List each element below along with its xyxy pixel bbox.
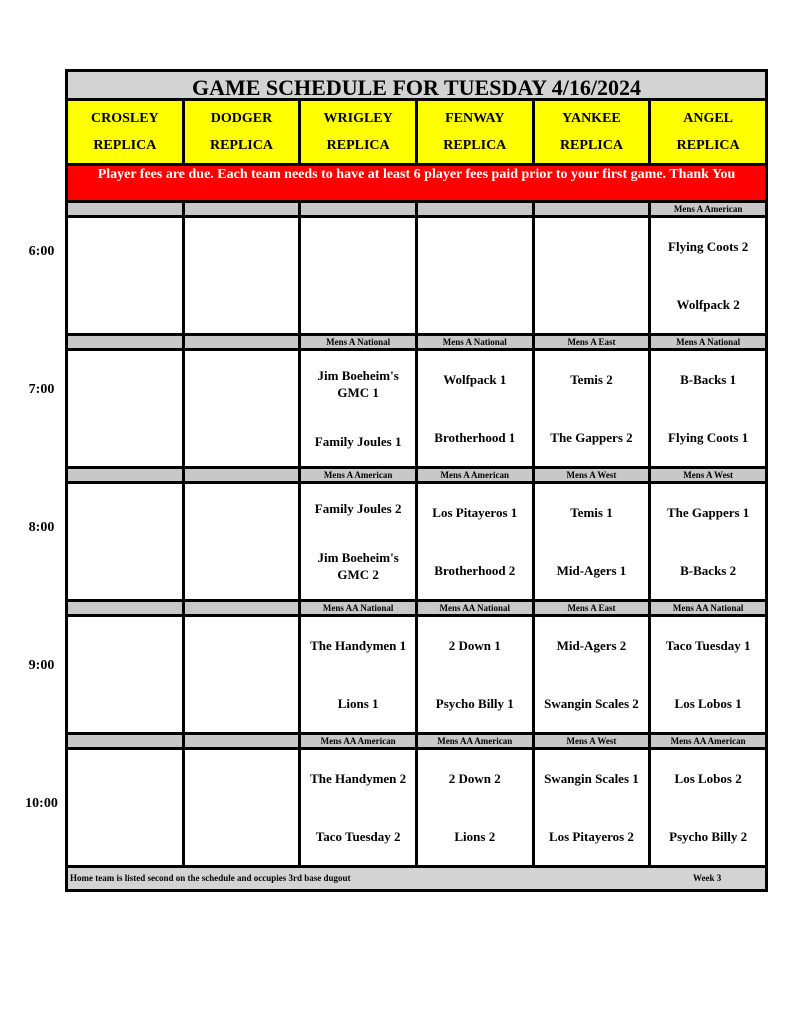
field-type: REPLICA bbox=[93, 138, 157, 153]
division-label bbox=[67, 601, 184, 616]
away-team: Temis 1 bbox=[570, 505, 613, 521]
game-cell bbox=[533, 350, 650, 468]
matchup bbox=[185, 484, 299, 599]
game-cell bbox=[300, 483, 417, 601]
home-team: Jim Boeheim's GMC 2 bbox=[317, 550, 399, 582]
matchup bbox=[68, 484, 182, 599]
game-cell bbox=[67, 616, 184, 734]
division-label: Mens AA American bbox=[416, 734, 533, 749]
field-type: REPLICA bbox=[443, 138, 507, 153]
division-label: Mens A National bbox=[416, 335, 533, 350]
division-label: Mens A West bbox=[533, 468, 650, 483]
division-label bbox=[67, 734, 184, 749]
schedule-grid bbox=[65, 200, 768, 868]
matchup bbox=[418, 617, 532, 732]
division-label: Mens A National bbox=[300, 335, 417, 350]
game-cell bbox=[183, 749, 300, 867]
matchup bbox=[651, 484, 765, 599]
game-cell bbox=[416, 749, 533, 867]
week-label: Week 3 bbox=[693, 873, 722, 883]
game-cell bbox=[533, 616, 650, 734]
division-label: Mens AA National bbox=[650, 601, 767, 616]
division-label: Mens AA National bbox=[300, 601, 417, 616]
away-team: Swangin Scales 1 bbox=[544, 771, 639, 787]
matchup bbox=[651, 351, 765, 466]
division-label: Mens A National bbox=[650, 335, 767, 350]
matchup bbox=[651, 218, 765, 333]
game-cell bbox=[533, 217, 650, 335]
game-cell bbox=[416, 483, 533, 601]
division-label: Mens A West bbox=[650, 468, 767, 483]
matchup bbox=[301, 351, 415, 466]
matchup bbox=[301, 484, 415, 599]
division-row bbox=[67, 335, 767, 350]
matchup bbox=[418, 351, 532, 466]
division-label bbox=[300, 202, 417, 217]
matchup bbox=[185, 218, 299, 333]
game-cell bbox=[300, 616, 417, 734]
field-header bbox=[300, 100, 417, 165]
home-team: Psycho Billy 1 bbox=[435, 695, 514, 711]
game-cell bbox=[650, 217, 767, 335]
division-label: Mens A East bbox=[533, 335, 650, 350]
field-header bbox=[650, 100, 767, 165]
field-header bbox=[183, 100, 300, 165]
game-cell bbox=[67, 350, 184, 468]
time-label: 9:00 bbox=[28, 658, 55, 673]
field-name: FENWAY bbox=[445, 111, 505, 126]
division-label bbox=[67, 202, 184, 217]
matchup bbox=[418, 218, 532, 333]
game-cell bbox=[533, 749, 650, 867]
home-team: Psycho Billy 2 bbox=[669, 828, 748, 844]
division-label: Mens A American bbox=[650, 202, 767, 217]
matchup bbox=[535, 617, 649, 732]
division-row bbox=[67, 734, 767, 749]
schedule-sheet bbox=[65, 69, 768, 892]
field-type: REPLICA bbox=[676, 138, 740, 153]
home-team: Brotherhood 2 bbox=[434, 562, 516, 578]
game-cell bbox=[300, 350, 417, 468]
time-slot-row bbox=[67, 217, 767, 335]
field-name: DODGER bbox=[210, 111, 273, 126]
division-label bbox=[183, 202, 300, 217]
field-name: ANGEL bbox=[683, 111, 734, 126]
fee-notice: Player fees are due. Each team needs to have at least 6 player fees paid prior to your first game. Thank You bbox=[65, 166, 768, 200]
home-team: The Gappers 2 bbox=[550, 429, 633, 445]
home-team: Mid-Agers 1 bbox=[556, 562, 627, 578]
time-label: 10:00 bbox=[25, 796, 58, 811]
matchup bbox=[185, 750, 299, 865]
away-team: Temis 2 bbox=[570, 372, 613, 388]
division-label bbox=[183, 734, 300, 749]
matchup bbox=[301, 750, 415, 865]
time-slot-row bbox=[67, 483, 767, 601]
game-cell bbox=[650, 350, 767, 468]
away-team: The Handymen 2 bbox=[310, 771, 407, 787]
division-label: Mens A East bbox=[533, 601, 650, 616]
home-team: Los Lobos 1 bbox=[674, 695, 742, 711]
division-label bbox=[67, 335, 184, 350]
home-team: Lions 1 bbox=[337, 695, 379, 711]
matchup bbox=[535, 218, 649, 333]
away-team: 2 Down 1 bbox=[448, 638, 501, 654]
division-label bbox=[183, 468, 300, 483]
matchup bbox=[68, 750, 182, 865]
game-cell bbox=[67, 483, 184, 601]
home-team: Brotherhood 1 bbox=[434, 429, 516, 445]
division-label bbox=[183, 601, 300, 616]
home-team: Los Pitayeros 2 bbox=[548, 828, 634, 844]
matchup bbox=[301, 617, 415, 732]
home-team: Swangin Scales 2 bbox=[544, 695, 639, 711]
matchup bbox=[68, 218, 182, 333]
away-team: Family Joules 2 bbox=[314, 501, 402, 516]
game-cell bbox=[416, 350, 533, 468]
game-cell bbox=[416, 217, 533, 335]
division-label bbox=[533, 202, 650, 217]
division-label bbox=[183, 335, 300, 350]
division-label: Mens AA National bbox=[416, 601, 533, 616]
division-row bbox=[67, 202, 767, 217]
field-name: WRIGLEY bbox=[323, 111, 393, 126]
home-team: Taco Tuesday 2 bbox=[315, 828, 401, 844]
field-name: CROSLEY bbox=[90, 111, 159, 126]
home-team: B-Backs 2 bbox=[680, 562, 737, 578]
away-team: Taco Tuesday 1 bbox=[665, 638, 751, 654]
matchup bbox=[68, 617, 182, 732]
field-header-row bbox=[65, 98, 768, 166]
matchup bbox=[68, 351, 182, 466]
game-cell bbox=[183, 217, 300, 335]
time-slot-row bbox=[67, 616, 767, 734]
field-type: REPLICA bbox=[326, 138, 390, 153]
division-label: Mens A American bbox=[416, 468, 533, 483]
matchup bbox=[535, 750, 649, 865]
time-label: 8:00 bbox=[28, 520, 55, 535]
away-team: 2 Down 2 bbox=[448, 771, 501, 787]
division-row bbox=[67, 468, 767, 483]
game-cell bbox=[416, 616, 533, 734]
away-team: Los Pitayeros 1 bbox=[432, 505, 518, 521]
matchup bbox=[651, 750, 765, 865]
game-cell bbox=[650, 483, 767, 601]
field-header bbox=[416, 100, 533, 165]
away-team: Flying Coots 2 bbox=[668, 239, 749, 255]
time-slot-row bbox=[67, 749, 767, 867]
game-cell bbox=[67, 217, 184, 335]
game-cell bbox=[67, 749, 184, 867]
game-cell bbox=[533, 483, 650, 601]
away-team: B-Backs 1 bbox=[680, 372, 737, 388]
home-team-note: Home team is listed second on the schedule and occupies 3rd base dugout bbox=[70, 873, 351, 883]
matchup bbox=[651, 617, 765, 732]
division-label bbox=[67, 468, 184, 483]
game-cell bbox=[650, 616, 767, 734]
home-team: Wolfpack 2 bbox=[676, 296, 740, 312]
home-team: Flying Coots 1 bbox=[668, 429, 749, 445]
away-team: The Handymen 1 bbox=[310, 638, 407, 654]
matchup bbox=[185, 351, 299, 466]
game-cell bbox=[183, 350, 300, 468]
field-name: YANKEE bbox=[562, 111, 621, 126]
field-header bbox=[533, 100, 650, 165]
footer bbox=[65, 868, 768, 892]
matchup bbox=[301, 218, 415, 333]
division-label: Mens AA American bbox=[300, 734, 417, 749]
matchup bbox=[185, 617, 299, 732]
field-header bbox=[67, 100, 184, 165]
matchup bbox=[418, 484, 532, 599]
away-team: The Gappers 1 bbox=[666, 505, 750, 521]
away-team: Wolfpack 1 bbox=[443, 372, 507, 388]
away-team: Mid-Agers 2 bbox=[556, 638, 627, 654]
division-row bbox=[67, 601, 767, 616]
game-cell bbox=[300, 749, 417, 867]
matchup bbox=[418, 750, 532, 865]
matchup bbox=[535, 484, 649, 599]
time-label: 7:00 bbox=[28, 382, 55, 397]
home-team: Family Joules 1 bbox=[314, 434, 402, 449]
division-label: Mens AA American bbox=[650, 734, 767, 749]
field-type: REPLICA bbox=[559, 138, 623, 153]
game-cell bbox=[183, 483, 300, 601]
field-type: REPLICA bbox=[209, 138, 273, 153]
division-label: Mens A West bbox=[533, 734, 650, 749]
game-cell bbox=[300, 217, 417, 335]
away-team: Jim Boeheim's GMC 1 bbox=[317, 368, 399, 400]
division-label bbox=[416, 202, 533, 217]
home-team: Lions 2 bbox=[454, 828, 496, 844]
time-slot-row bbox=[67, 350, 767, 468]
time-label: 6:00 bbox=[28, 244, 55, 259]
matchup bbox=[535, 351, 649, 466]
away-team: Los Lobos 2 bbox=[674, 771, 742, 787]
division-label: Mens A American bbox=[300, 468, 417, 483]
page-title: GAME SCHEDULE FOR TUESDAY 4/16/2024 bbox=[65, 69, 768, 98]
game-cell bbox=[183, 616, 300, 734]
game-cell bbox=[650, 749, 767, 867]
